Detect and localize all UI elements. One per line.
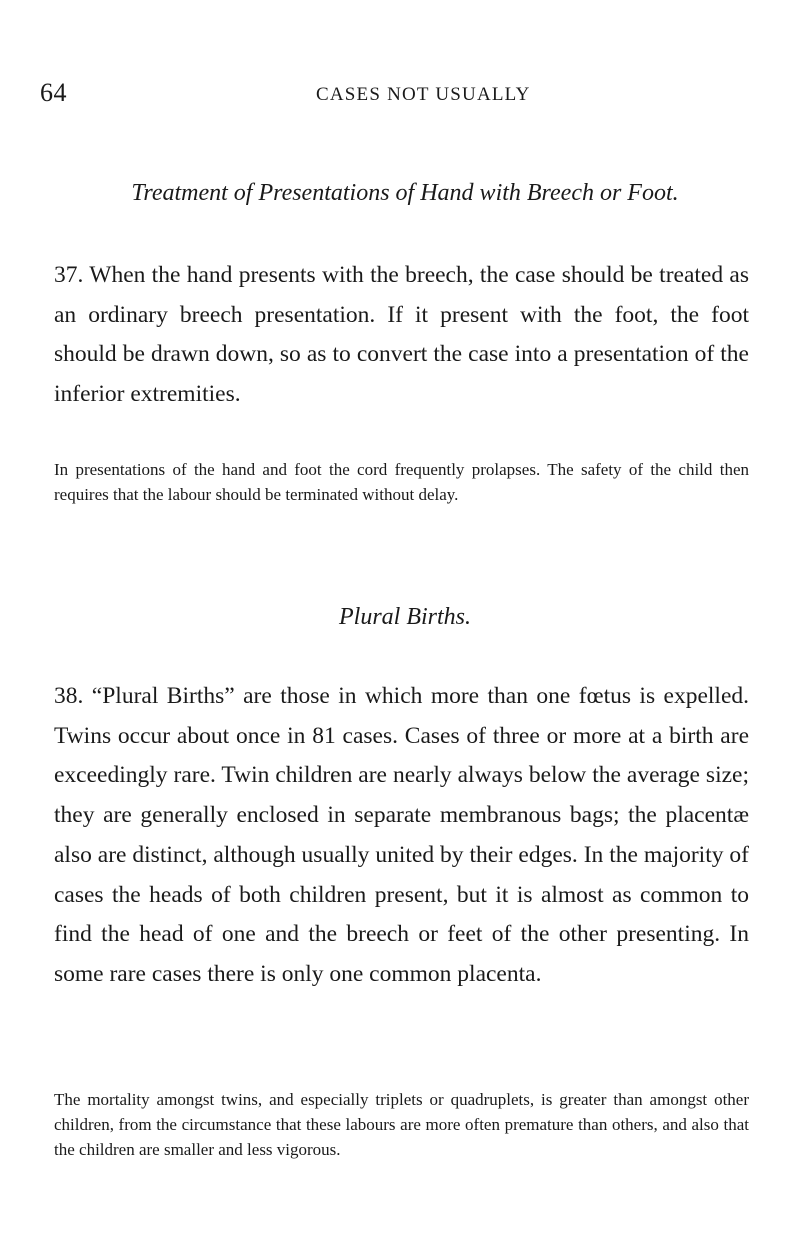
note-twin-mortality: The mortality amongst twins, and especially triplets or quadruplets, is greater than amongst other children, from the circumstance that these labours are more often premature than others, and also that the children are smaller and less vigorous. [54, 1090, 749, 1159]
paragraph-37: 37. When the hand presents with the breech, the case should be treated as an ordinary breech presentation. If it present with the foot, the foot should be drawn down, so as to convert the case into a presentation of the inferior extremities. [54, 262, 749, 408]
section-heading-plural-births: Plural Births. [338, 604, 471, 630]
running-title: CASES NOT USUALLY [316, 84, 531, 105]
running-head [0, 78, 800, 108]
note-cord-prolapse: In presentations of the hand and foot the cord frequently prolapses. The safety of the child then requires that the labour should be terminated without delay. [54, 460, 749, 504]
paragraph-38: 38. “Plural Births” are those in which more than one fœtus is expelled. Twins occur about once in 81 cases. Cases of three or more at a birth are exceedingly rare. Twin children are nearly always below the average size; they are generally enclosed in separate membranous bags; the placentæ also are distinct, although usually united by their edges. In the majority of cases the heads of both children present, but it is almost as common to find the head of one and the breech or feet of the other presenting. In some rare cases there is only one common placenta. [54, 683, 749, 987]
section-heading-treatment: Treatment of Presentations of Hand with Breech or Foot. [131, 180, 679, 206]
page-number: 64 [40, 78, 67, 107]
